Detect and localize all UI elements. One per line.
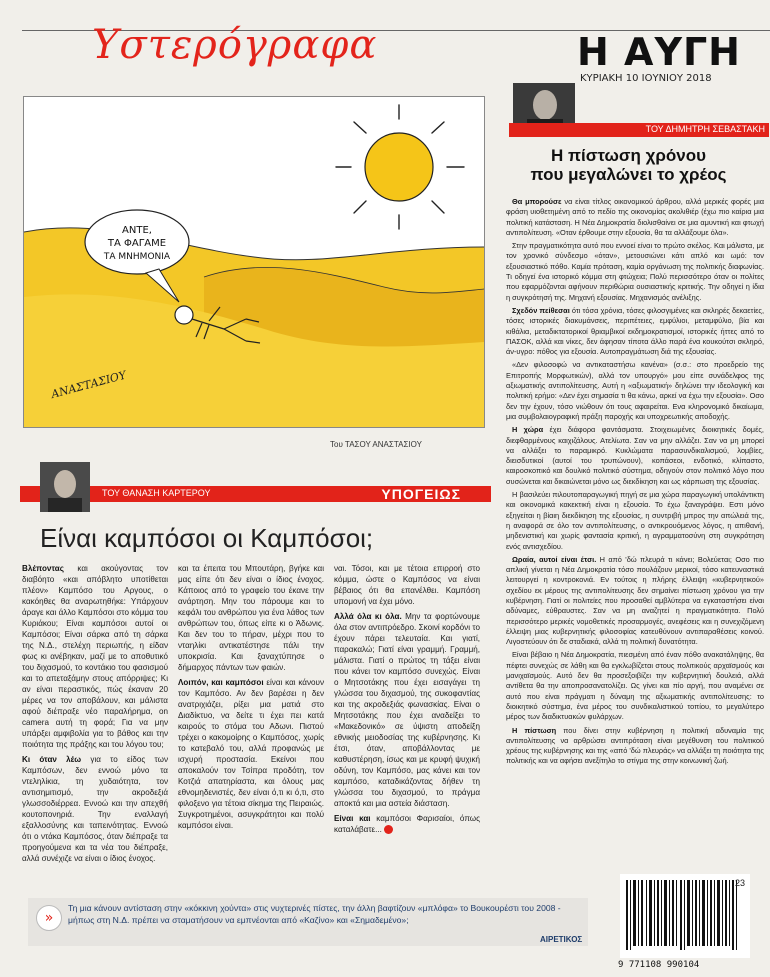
paragraph: Η χώρα έχει διάφορα φαντάσματα. Στοιχειωμένες διοικητικές δομές, διεφθαρμένους καιχιζάλους. Ατελίωτα. Σαν να μην αλλάζει. Σαν να μη μπορεί να αλλάξει το παραμικρό. Κυκλώματα παρασυνδικαλισμού, λομβίες, διεισδυτικοί (αυτοί του τρυπώνουν), κοπάσεοι, ενδοτικό, κλίπαστο, καιροσκοπικό και δουλικό πολιτικό σύστημα, οδηγούν στον πολιτικό λόγο που συσώνεται και δικαιώνεται μόνο ως διεκδίκηση και ως κάρπωση της εξουσίας.	[506, 425, 764, 486]
end-mark-icon	[384, 825, 393, 834]
author-photo	[40, 462, 90, 512]
paragraph: Σχεδόν πείθεσαι ότι τόσα χρόνια, τόσες φιλοσγιμένες και σκληρές δεκαετίες, τόσες ιστορικές διακυμάνσεις, περιπέτειες, εμφύλιοι, μεταμφύλιο, βία και κιθάλια, μεταδικτατορικοί θριαμβικοί εκδημοκρατισμοί, ιστορικές ήττες από το ΠΑΣΟΚ, αλλά και νίκες, δεν άφησαν τίποτα άλλο παρά ένα κουκούτσι σκληρό, άν-υγρο: πόθος για εξουσία. Αυτοπραγμάτωση διά της εξουσίας.	[506, 305, 765, 357]
paragraph: Λοιπόν, και καμπόσοι είναι και κάνουν τον Καμπόσο. Αν δεν βαρέσει η δεν ανατριχιάζει, ρίξει μια ματιά στο Διαδίκτυο, να δείτε τι έχει πει κατά καιρούς το στόμα του Αδωνι. Πιστού τρέχει ο κακομοίρης ο Καμπόσος, χωρίς το κατεβαλό του, αλλά προφανώς με ισχυρή προστασία. Εκείνοι που αποκαλούν τον Τσίπρα προδότη, τον Κοτζιά απατηρίαστα, και όλους μας εθνομηδενιστές, δεν είναι ό,τι κι ό,τι, στο φιλοξενο για τέτοια σίκημα της Πειραιώς. Συγκροτημένοι, ασυγκράτητοι και πολύ καμπόσοι είναι.	[178, 678, 324, 830]
author-name: ΤΟΥ ΔΗΜΗΤΡΗ ΣΕΒΑΣΤΑΚΗ	[645, 124, 765, 134]
article-body	[506, 197, 764, 770]
article-headline: Είναι καμπόσοι οι Καμπόσοι;	[40, 523, 374, 553]
newspaper-name: Η ΑΥΓΗ	[577, 30, 741, 74]
barcode-number: 9 771108 990104	[618, 960, 700, 970]
author-name: ΤΟΥ ΘΑΝΑΣΗ ΚΑΡΤΕΡΟΥ	[102, 488, 211, 498]
paragraph: και τα έπειτα του Μπουτάρη, βγήκε και μας είπε ότι δεν είναι ο ίδιος ένοχος. Κάποιος από το γραφείο του έκανε την ανάρτηση. Μην του πάρουμε και το κεφάλι του ανθρώπου για ένα λάθος των ανθρώπων του, όπως είπε κι ο Άδωνις. Και δεν του το πήραν, μέχρι που το νταηλίκι αντικατέστησε πάλι την υποκρισία. Και ξαναχτύπησε ο δήμαρχος πάντων των φαιών.	[178, 564, 324, 672]
headline-line-1: Η πίστωση χρόνου	[550, 146, 706, 165]
paragraph: «Δεν φιλοσοφώ να αντικαταστήσω κανένα» (σ.σ.: στο προεδρείο της Επιτροπής Μορφωτικών), αλλά τον υπουργό» μου είπε συνάδελφος της αξιωματικής αντιπολίτευσης. Αυτή η «αξιωματική» δηλώνει την ιδεολογική και πολιτική ερήμο: «Δεν έχει σημασία τι θα κάνω, αρκεί να έχω την εξουσία». Οσο δεν την έχουν, τόσο νιώθουν ότι τους αφαιρείται. Ενα κληρονομικό δικαίωμα, μια συμβολαιογραφική πράξη παροχής και υποχρεωτικής αποδοχής.	[506, 360, 764, 421]
paragraph: Είναι και καμπόσοι Φαρισαίοι, όπως καταλάβατε...	[334, 814, 481, 834]
article-headline	[506, 146, 751, 184]
section-name: ΥΠΟΓΕΙΩΣ	[381, 486, 461, 502]
paragraph: Η βασιλεύει πιλουτοπαραγωγική πηγή σε μια χώρα παραγωγική υπολάντικτη και οικονομικά κακεκτική είναι η εξουσία. Το έχω ξαναγράψει. Εστι μόνο εξηγείται η βίαιη διεκδίκηση της εξουσίας, η συντριβή μπρος την απώλειά της, η αναφορά σε όλο τον αντιπολίτευσης, ο αντικρουόμενος λόγος, η απιθανή, μηδενιστική και χωρίς φαντασία κριτική, η αγραμματοσύνη στη συγκρότηση ενός αντισχεδίου.	[506, 490, 764, 551]
column-2	[178, 563, 324, 868]
issue-date: ΚΥΡΙΑΚΗ 10 ΙΟΥΝΙΟΥ 2018	[580, 73, 712, 84]
paragraph: Κι όταν λέω για το είδος των Καμπόσων, δεν εννοώ μόνο τα ντεληλίκια, τη χυδαιότητα, τον αντισημιτισμό, την ακροδεξιά γλωσσοδιέρρεα. Εννοώ και την απεχθή κουτοπονηριά. Την εναλλαγή εξαλλοσύνης και ταπεινότητας. Εννοώ ότι ο ντάκα Καμπόσος, όταν διέπραξε τα προηγούμενα και τα νέα του διέπραξε, αλλά συνέχιζε να είναι ο ίδιος ένοχος.	[22, 755, 168, 863]
portrait-icon	[40, 462, 90, 512]
paragraph: Θα μπορούσε να είναι τίτλος οικονομικού άρθρου, αλλά μερικές φορές μια φράση υιοθετημένη από το πεδίο της οικονομίας ακολιθιέρ (έχω πιο καίρια μια πολιτική κατάσταση. Η Νέα Δημοκρατία διολισθαίνει σε μια αμυντική και φτωχή αντιπολίτευση. «Οταν έρθουμε στην εξουσία, θα τα αλλάξουμε όλα».	[506, 197, 764, 237]
speech-line-3: ΤΑ ΜΝΗΜΟΝΙΑ	[103, 252, 171, 262]
paragraph: Στην πραγματικότητα αυτό που εννοεί είναι το πρώτο σκέλος. Και μάλιστα, με τον χρονικό σύνδεσμο «όταν», μετουσιώνει κάτι απλό και ωμό: τον εξουσιαστικό πόθο. Καμία πρόταση, καμία οργάνωση της πολιτικής διαφωνίας. Τι οδηγεί ένα ιστορικό κόμμα στη φτώχεια; Πολύ περισσότερο όταν οι πολίτες που εφαρμόζονται αφήνουν περιθώρια ουσιαστικής κριτικής. Την οδηγεί η ίδια η συγκρότησή της. Μηχανή εξουσίας. Μηχανισμός ανέλιξης.	[506, 241, 764, 302]
cartoon-drawing	[24, 97, 484, 427]
column-3	[334, 563, 480, 868]
headline-line-2: που μεγαλώνει το χρέος	[530, 165, 727, 184]
section-bar	[20, 486, 491, 502]
banner-text: Τη μια κάνουν αντίσταση στην «κόκκινη χούντα» στις νυχτερινές πίστες, την άλλη βαφτίζουν «μπλόφα» το Βουκουρέστι του 2008 - μήπως στη Ν.Δ. πρέπει να σταματήσουν να εμπνέονται από «Καζίνο» και «Σημαδεμένο»;	[68, 903, 561, 925]
paragraph: ναι. Τόσοι, και με τέτοια επιρροή στο κόμμα, ώστε ο Καμπόσος να είναι βέβαιος ότι θα επανέλθει. Καμπόση υπομονή να έχει μόνο.	[334, 564, 480, 606]
banner-signature: ΑΙΡΕΤΙΚΟΣ	[540, 935, 583, 944]
author-bar	[509, 123, 769, 137]
barcode	[620, 874, 750, 958]
cartoon	[23, 96, 485, 428]
paragraph: Αλλά όλα κι όλα. Μην τα φορτώνουμε όλα στον αντιπρόεδρο. Σκοινί κορδόνι το έχουν πάρει τελευταία. Και γιατί, παρακαλώ; Γιατί είναι γραμμή. Γραμμή, μάλιστα. Γιατί ο πρώτος τη τάξει είναι που κάνει τον καμπόσο συνεχώς. Είναι ο Μητσοτάκης που έχει εισαγάγει τη γλώσσα του διχασμού, της συκοφαντίας και της ακροδεξιάς φωνασκίας. Είναι ο Μητσοτάκης που έχει αναδείξει το «Μακεδονικό» σε ύψιστη αποδείξη εθνικής μειοδοσίας της κυβέρνησης. Κι έτσι, όταν, αποβάλλοντας με καθυστέρηση, ίσως και με κρυφή ψυχική οδύνη, τον Καμπόσο, μας κάνει και τον καμπόσο, καταδικάζοντας δήθεν τη γλώσσα του διχασμού, το πράγμα αποκτά και μια αστεία διάσταση.	[334, 612, 480, 808]
page-number: 23	[735, 878, 746, 888]
column-1	[22, 563, 168, 868]
paragraph: Ωραία, αυτοί είναι έτσι. Η από 'δώ πλευρά τι κάνει; Βολεύεται; Οσο πιο απλική γίνεται η Νέα Δημοκρατία τόσο πουλάζουν μερικοί, τόσο κατευναστικά λειτουργεί η κοντροκονιά. Εν τούτοις η πλήρης έλλειψη «κυβερνητικού» σχεδίου εκ μέρους της αντιπολίτευσης δεν σημαίνει πίστωση χρόνου για την κυβέρνηση. Γιατί οι πολιτείες που προσαθεί αμβλύτερα να εγκαταστήσει είναι αδύναμες, εύθραυστες. Σαν να μη αναζητεί η πραγματικότητα. Πολύ περισσότερο μερικές νομοθετικές προσαρμογές, ανεφέσεις και η συνεχιζόμενη έλλειψη μιας κυβερνητικής φιλοσοφίας κατευθύνουν αντιπαραθέσεις κοινού. Λιγοστεύουν ότι δε σταδιακά, αλλά τη πολιτική δυνατότητα.	[506, 554, 764, 647]
cartoon-credit: Του ΤΑΣΟΥ ΑΝΑΣΤΑΣΙΟΥ	[330, 440, 422, 449]
cartoonist-signature: ΑΝΑΣΤΑΣΙΟΥ	[49, 368, 128, 402]
paragraph: Βλέποντας και ακούγοντας τον διαβόητο «και απόβλητο υποτίθεται πλέον» Καμπόσο του Αργους, ο κακόηθες θα αναρωτηθήκε: Υπάρχουν άραγε και άλλο Καμπόσοι στο κόμμα του Κυριάκου; Είναι καμπόσοι αυτοί οι Καμπόσοι; Είναι σάρκα από τη σάρκα της Ν.Δ., στελέχη περιωπής, η είδαν φως κι ανέβηκαν, μαζί με το αποθυτικό του διχασμού, το κοντάκιο του φασισμού και το απεταξάμην στους απόρριψες; Κι αν είναι περαστικός, πώς έκαναν 20 μέρες να τον αποβάλουν, και μάλιστα αφού διέπραξε νέο παραλήρημα, on camera αυτή τη φορά; Για να μην υπάρξει αμφιβολία για το βάθος και την ποιότητα της πράξης και του λόγου του;	[22, 564, 168, 749]
article-columns	[22, 563, 488, 868]
column-title: Υστερόγραφα	[92, 22, 378, 68]
speech-line-2: ΤΑ ΦΑΓΑΜΕ	[107, 238, 167, 249]
speech-line-1: ΑΝΤΕ,	[122, 225, 152, 236]
barcode-icon	[620, 874, 750, 958]
quote-icon: »	[36, 905, 62, 931]
paragraph: Η πίστωση που δίνει στην κυβέρνηση η πολιτική αδυναμία της αντιπολίτευσης να αρθρώσει αντιπρόταση είναι μεγέθυνση του πολιτικού χρέους της κυβέρνησης και της «από 'δώ πλευράς» να αλλάξει τη ποιότητα της πολιτικής και να αφήσει ανεξίτηλο το στίγμα της στην κοινωνική ζωή.	[506, 725, 764, 766]
paragraph: Είναι βέβαιο η Νέα Δημοκρατία, πιεσμένη από έναν πόθο ανακατάληψης, θα πέφτει συνεχώς σε λάθη και θα εγκλωβίζεται στους πολιτικούς αρχαϊσμούς και μανιχαϊσμούς. Αυτό δεν θα προσεξοιβίζει την κυβερνητική δουλειά, αλλά αντίθετα θα την αποπροσανατολίζει. Ως γίνει και πίο αργή, που αναμένει σε αυτό που είναι πράγματι η δύναμη της αξιωματικής αντιπολίτευσης: το διοικητικό σύστημα, ένα μέρος του συνδικαλιστικού τοπίου, το μεγαλύτερο μέρος των διαδικτυακών φυλάρχων.	[506, 650, 764, 722]
